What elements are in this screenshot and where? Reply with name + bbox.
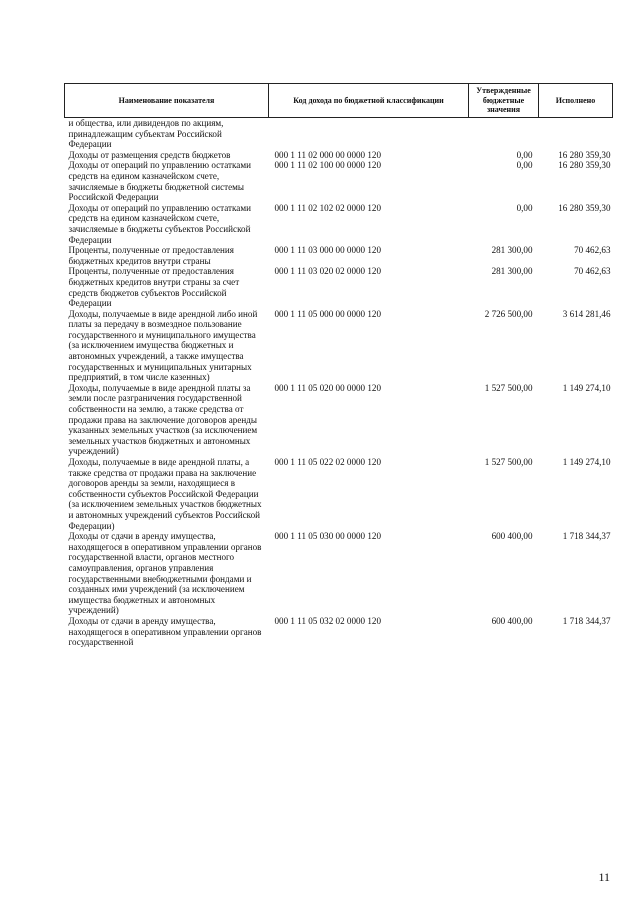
row-name: Доходы от сдачи в аренду имущества, находящегося в оперативном управлении органов государственной власти, органов местного самоуправления, органов управления государственными внебюджетными фондами и созданных ими учреждений (за исключением имущества бюджетных и автономных учреждений) — [68, 531, 262, 616]
row-approved: 281 300,00 — [491, 266, 533, 277]
row-name: и общества, или дивидендов по акциям, принадлежащим субъектам Российской Федерации — [68, 118, 224, 150]
row-approved: 1 527 500,00 — [484, 457, 533, 467]
row-name: Доходы от операций по управлению остатками средств на едином казначейском счете, зачисляемые в бюджеты субъектов Российской Федерации — [68, 202, 251, 245]
table-row — [65, 150, 613, 161]
table-row — [65, 457, 613, 531]
page-number: 11 — [598, 870, 610, 884]
table-row — [65, 160, 613, 202]
table-header — [65, 84, 613, 118]
row-approved: 0,00 — [516, 149, 533, 160]
row-executed: 1 718 344,37 — [562, 531, 611, 542]
row-executed: 1 149 274,10 — [562, 382, 611, 393]
table-body — [65, 118, 613, 648]
table-row — [65, 531, 613, 616]
row-approved: 0,00 — [516, 160, 533, 171]
row-executed — [539, 118, 613, 150]
row-code: 000 1 11 03 000 00 0000 120 — [274, 245, 382, 256]
header-executed: Исполнено — [539, 84, 613, 118]
row-code: 000 1 11 03 020 02 0000 120 — [274, 266, 382, 277]
row-name: Доходы от операций по управлению остатками средств на едином казначейском счете, зачисляемые в бюджеты бюджетной системы Российской Федерации — [68, 160, 251, 203]
row-name: Доходы, получаемые в виде арендной либо иной платы за передачу в возмездное пользование государственного и муниципального имущества (за исключением имущества бюджетных и автономных учреждений, а также имущества государственных и муниципальных унитарных предприятий, в том числе казенных) — [68, 308, 258, 383]
table-row — [65, 309, 613, 383]
row-approved: 281 300,00 — [491, 245, 533, 256]
row-name: Доходы, получаемые в виде арендной платы за земли после разграничения государственной собственности на землю, а также средства от продажи права на заключение договоров аренды указанных земельных участков (за исключением земельных участков бюджетных и автономных учреждений) — [68, 382, 258, 457]
table-row — [65, 245, 613, 266]
row-name: Проценты, полученные от предоставления бюджетных кредитов внутри страны за счет средств бюджетов субъектов Российской Федерации — [68, 266, 240, 309]
budget-income-table — [64, 83, 613, 648]
row-name: Доходы от размещения средств бюджетов — [68, 149, 231, 160]
table-row — [65, 203, 613, 245]
row-code: 000 1 11 05 000 00 0000 120 — [274, 308, 382, 319]
row-name: Доходы от сдачи в аренду имущества, находящегося в оперативном управлении органов государственной — [68, 615, 262, 648]
table-row — [65, 118, 613, 150]
row-approved: 0,00 — [516, 202, 533, 213]
row-name: Доходы, получаемые в виде арендной платы, а также средства от продажи права на заключение договоров аренды за земли, находящиеся в собственности субъектов Российской Федерации (за исключением земельных участков бюджетных и автономных учреждений субъектов Российской Федерации) — [68, 457, 262, 531]
table-row — [65, 383, 613, 457]
row-approved: 600 400,00 — [491, 531, 533, 542]
row-code — [269, 118, 469, 150]
row-executed: 16 280 359,30 — [558, 202, 611, 213]
row-approved — [469, 118, 539, 150]
table-row — [65, 616, 613, 648]
row-approved: 2 726 500,00 — [484, 308, 533, 319]
document-page — [64, 83, 612, 648]
row-code: 000 1 11 02 100 00 0000 120 — [274, 160, 382, 171]
header-approved: Утвержденные бюджетные значения — [469, 84, 539, 118]
row-approved: 600 400,00 — [491, 615, 533, 626]
row-code: 000 1 11 02 000 00 0000 120 — [274, 149, 382, 160]
table-row — [65, 266, 613, 308]
row-executed: 1 718 344,37 — [562, 615, 611, 626]
row-code: 000 1 11 05 030 00 0000 120 — [274, 531, 382, 542]
row-executed: 16 280 359,30 — [558, 160, 611, 171]
row-code: 000 1 11 05 032 02 0000 120 — [274, 615, 382, 626]
header-name: Наименование показателя — [65, 84, 269, 118]
row-executed: 1 149 274,10 — [562, 457, 611, 467]
row-executed: 70 462,63 — [574, 266, 611, 277]
row-code: 000 1 11 02 102 02 0000 120 — [274, 202, 382, 213]
row-executed: 16 280 359,30 — [558, 149, 611, 160]
row-code: 000 1 11 05 020 00 0000 120 — [274, 382, 382, 393]
row-executed: 70 462,63 — [574, 245, 611, 256]
row-code: 000 1 11 05 022 02 0000 120 — [274, 457, 382, 467]
row-approved: 1 527 500,00 — [484, 382, 533, 393]
row-executed: 3 614 281,46 — [562, 308, 611, 319]
header-code: Код дохода по бюджетной классификации — [269, 84, 469, 118]
row-name: Проценты, полученные от предоставления бюджетных кредитов внутри страны — [68, 245, 234, 266]
